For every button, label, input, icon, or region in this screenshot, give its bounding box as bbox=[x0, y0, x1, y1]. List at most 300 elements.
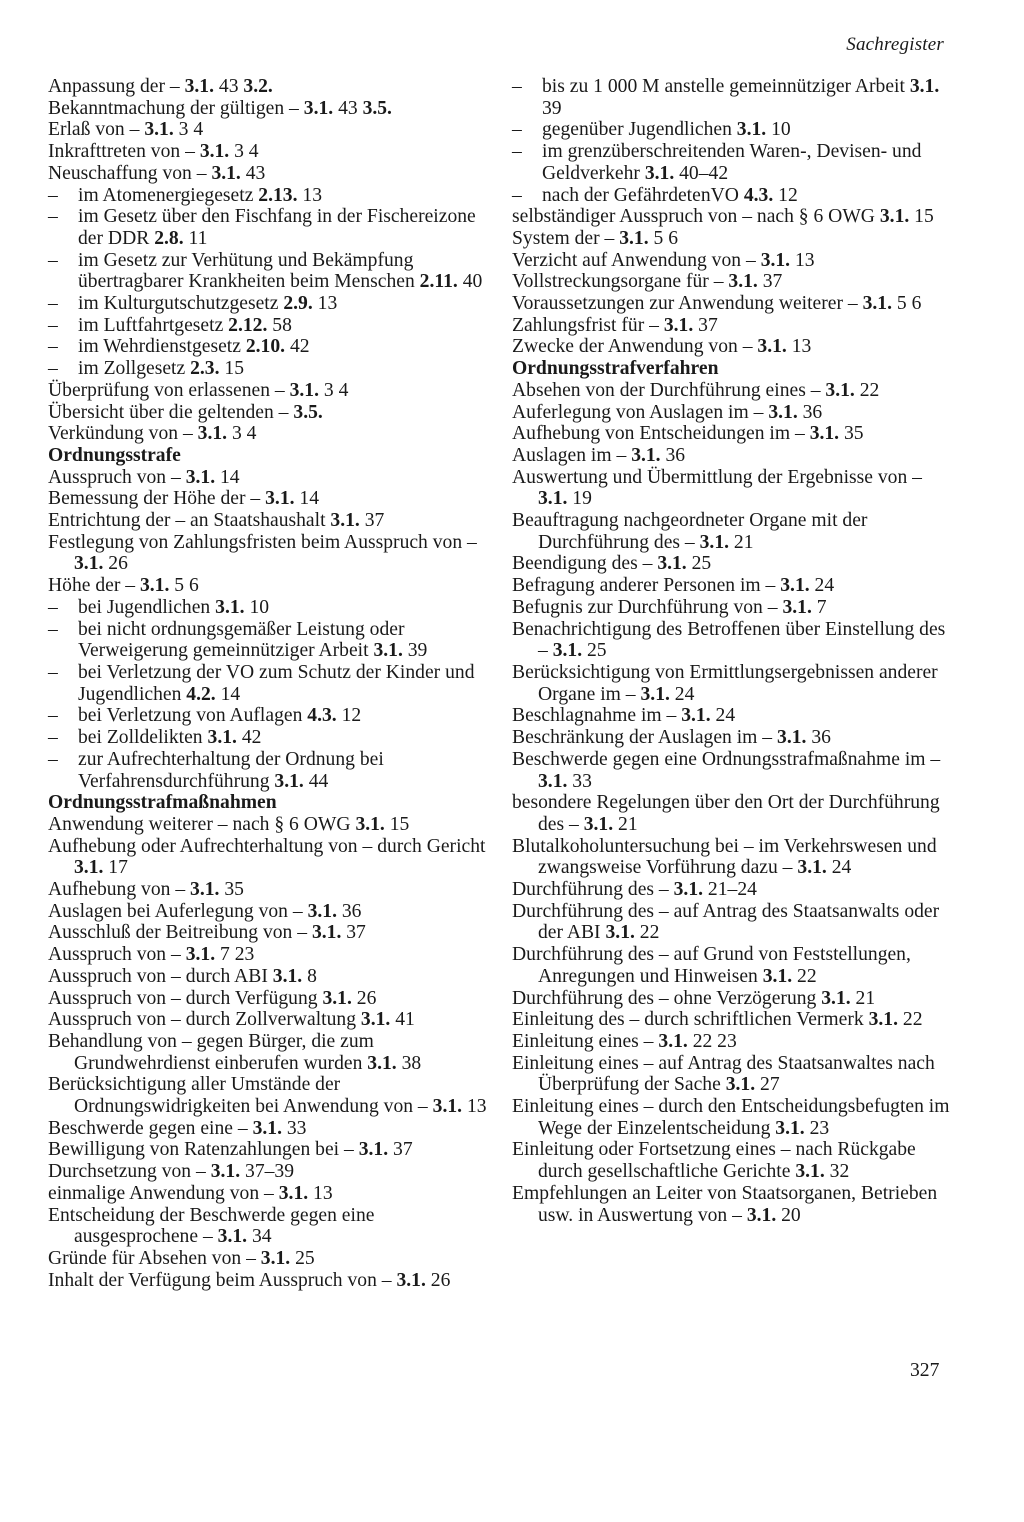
entry-section-ref: 3.1. bbox=[199, 141, 230, 163]
entry-page-refs: 3 4 bbox=[323, 379, 349, 401]
index-entry bbox=[512, 1096, 952, 1139]
entry-text: Durchführung des – auf Antrag des Staatsanwalts oder der ABI bbox=[512, 900, 940, 944]
index-entry bbox=[48, 814, 492, 836]
entry-page-refs: 40 bbox=[462, 271, 483, 293]
index-entry bbox=[48, 944, 492, 966]
entry-page-refs: 13 bbox=[794, 249, 815, 271]
entry-page-refs: 15 bbox=[914, 206, 934, 228]
index-subentry bbox=[48, 705, 492, 727]
entry-page-refs: 38 bbox=[401, 1052, 422, 1074]
index-entry bbox=[48, 1205, 492, 1248]
entry-section-ref: 3.1. bbox=[868, 1009, 898, 1031]
entry-section-ref: 3.1. bbox=[210, 1161, 241, 1183]
entry-page-refs: 26 bbox=[108, 553, 128, 575]
entry-text: bis zu 1 000 M anstelle gemeinnütziger Arbeit bbox=[542, 76, 905, 97]
entry-page-refs: 44 bbox=[308, 770, 329, 792]
entry-text: gegenüber Jugendlichen bbox=[542, 119, 732, 141]
index-entry bbox=[512, 879, 952, 901]
index-entry bbox=[512, 944, 952, 987]
entry-page-refs: 13 bbox=[466, 1096, 487, 1118]
index-entry bbox=[512, 228, 952, 250]
entry-page-refs: 42 bbox=[289, 336, 310, 358]
entry-page-refs: 36 bbox=[665, 444, 686, 466]
entry-text: Ordnungsstrafe bbox=[48, 444, 181, 466]
entry-section-ref: 3.1. bbox=[780, 575, 810, 597]
index-column-right bbox=[512, 76, 952, 1226]
entry-page-refs: 26 bbox=[430, 1269, 451, 1291]
entry-section-ref: 3.1. bbox=[552, 640, 583, 662]
entry-page-refs: 21 bbox=[618, 813, 638, 835]
index-subentry bbox=[512, 119, 952, 141]
entry-text: Bemessung der Höhe der – bbox=[48, 488, 261, 510]
entry-text: Vollstreckungsorgane für – bbox=[512, 271, 724, 293]
entry-section-ref: 3.1. bbox=[797, 857, 827, 879]
entry-text: Gründe für Absehen von – bbox=[48, 1247, 256, 1269]
entry-section-ref: 3.1. bbox=[725, 1074, 756, 1096]
entry-page-refs: 20 bbox=[781, 1204, 801, 1226]
index-entry bbox=[48, 1009, 492, 1031]
index-entry bbox=[512, 705, 952, 727]
entry-page-refs: 21 bbox=[855, 987, 876, 1009]
entry-text: Aufhebung von – bbox=[48, 879, 186, 901]
index-entry bbox=[48, 922, 492, 944]
entry-section-ref: 2.3. bbox=[190, 358, 220, 380]
entry-text: Einleitung eines – bbox=[512, 1030, 654, 1052]
entry-text: Durchführung des – bbox=[512, 879, 669, 901]
entry-section-ref: 3.1. bbox=[303, 97, 334, 119]
entry-section-ref: 3.1. bbox=[190, 879, 220, 901]
entry-section-ref: 3.1. bbox=[289, 379, 319, 401]
index-entry bbox=[48, 467, 492, 489]
entry-section-ref: 3.1. bbox=[396, 1269, 426, 1291]
entry-page-refs: 33 bbox=[572, 770, 592, 792]
entry-page-refs: 35 bbox=[843, 423, 864, 445]
index-entry bbox=[512, 1139, 952, 1182]
entry-section-ref: 3.1. bbox=[862, 293, 892, 315]
index-entry bbox=[48, 488, 492, 510]
entry-section-ref: 2.9. bbox=[283, 293, 313, 315]
entry-section-ref: 3.1. bbox=[307, 900, 337, 922]
index-entry bbox=[48, 901, 492, 923]
entry-page-refs: 35 bbox=[224, 879, 244, 901]
entry-text: Überprüfung von erlassenen – bbox=[48, 379, 285, 401]
entry-page-refs: 5 6 bbox=[896, 293, 922, 315]
index-entry bbox=[48, 76, 492, 98]
index-entry bbox=[48, 1183, 492, 1205]
entry-text: Beschränkung der Auslagen im – bbox=[512, 727, 773, 749]
entry-text: Durchführung des – auf Grund von Feststellungen, Anregungen und Hinweisen bbox=[512, 944, 911, 987]
entry-text: Auferlegung von Auslagen im – bbox=[512, 401, 764, 423]
entry-text: Ausspruch von – durch Verfügung bbox=[48, 987, 318, 1009]
entry-section-ref: 3.1. bbox=[640, 683, 670, 705]
entry-text: im Zollgesetz bbox=[78, 358, 186, 380]
entry-page-refs: 14 bbox=[299, 488, 320, 510]
entry-page-refs: 27 bbox=[760, 1074, 780, 1096]
index-entry bbox=[512, 1183, 952, 1226]
index-subentry bbox=[512, 141, 952, 184]
entry-section-ref: 3.1. bbox=[757, 336, 787, 358]
entry-page-refs: 21 bbox=[733, 531, 754, 553]
entry-text: Höhe der – bbox=[48, 575, 136, 597]
entry-text: zur Aufrechterhaltung der Ordnung bei Verfahrensdurchführung bbox=[78, 748, 384, 792]
entry-page-refs: 40–42 bbox=[679, 162, 729, 184]
entry-section-ref: 2.12. bbox=[228, 314, 268, 336]
index-entry bbox=[512, 749, 952, 792]
index-entry bbox=[512, 1053, 952, 1096]
entry-text: Verzicht auf Anwendung von – bbox=[512, 249, 756, 271]
index-entry bbox=[512, 423, 952, 445]
entry-section-ref: 2.13. bbox=[258, 184, 298, 206]
entry-section-ref: 3.1. bbox=[265, 488, 295, 510]
entry-section-ref: 3.1. bbox=[330, 510, 360, 532]
entry-page-refs: 37 bbox=[393, 1139, 413, 1161]
entry-text: Verkündung von – bbox=[48, 423, 193, 445]
entry-page-refs: 33 bbox=[286, 1117, 307, 1139]
entry-page-refs: 24 bbox=[715, 705, 736, 727]
entry-page-refs: 13 bbox=[317, 293, 338, 315]
index-subentry bbox=[48, 336, 492, 358]
entry-section-ref: 3.1. bbox=[360, 1009, 391, 1031]
entry-section-ref: 3.1. bbox=[184, 76, 214, 97]
entry-text: Aufhebung von Entscheidungen im – bbox=[512, 423, 805, 445]
entry-page-refs: 7 bbox=[816, 596, 827, 618]
index-entry bbox=[48, 966, 492, 988]
entry-text: Durchsetzung von – bbox=[48, 1161, 206, 1183]
index-subentry bbox=[48, 315, 492, 337]
entry-page-refs: 11 bbox=[188, 227, 208, 249]
index-entry bbox=[48, 1118, 492, 1140]
entry-text: im Gesetz über den Fischfang in der Fischereizone der DDR bbox=[78, 206, 476, 249]
entry-section-ref: 2.8. bbox=[154, 227, 184, 249]
entry-section-ref: 2.10. bbox=[245, 336, 286, 358]
entry-page-refs: 36 bbox=[811, 727, 831, 749]
index-entry bbox=[512, 206, 952, 228]
entry-section-ref: 3.1. bbox=[681, 705, 711, 727]
entry-section-ref: 3.1. bbox=[768, 401, 798, 423]
index-subentry bbox=[48, 293, 492, 315]
entry-text: Ausspruch von – durch ABI bbox=[48, 965, 268, 987]
index-subentry bbox=[48, 250, 492, 293]
entry-section-ref: 3.1. bbox=[699, 531, 730, 553]
entry-text: Anpassung der – bbox=[48, 76, 180, 97]
entry-section-ref: 3.1. bbox=[538, 488, 568, 510]
entry-text: bei Verletzung der VO zum Schutz der Kinder und Jugendlichen bbox=[78, 661, 475, 705]
entry-text: Blutalkoholuntersuchung bei – im Verkehrswesen und zwangsweise Vorführung dazu – bbox=[512, 835, 937, 879]
entry-section-ref: 3.1. bbox=[821, 987, 851, 1009]
entry-page-refs: 32 bbox=[829, 1161, 850, 1183]
entry-page-refs: 17 bbox=[108, 857, 128, 879]
entry-page-refs: 22 bbox=[859, 379, 880, 401]
entry-page-refs: 36 bbox=[802, 401, 823, 423]
entry-text: im Atomenergiegesetz bbox=[78, 184, 254, 206]
entry-section-ref: 3.1. bbox=[211, 162, 241, 184]
entry-text: Bewilligung von Ratenzahlungen bei – bbox=[48, 1139, 354, 1161]
index-subentry bbox=[48, 206, 492, 249]
entry-section-ref: 3.1. bbox=[139, 575, 170, 597]
entry-section-ref: 3.1. bbox=[795, 1161, 825, 1183]
entry-text: Erlaß von – bbox=[48, 119, 140, 141]
index-entry bbox=[512, 836, 952, 879]
entry-page-refs: 22 bbox=[902, 1009, 923, 1031]
index-entry bbox=[48, 1248, 492, 1270]
entry-section-ref: 3.1. bbox=[644, 162, 675, 184]
entry-section-ref: 3.1. bbox=[809, 423, 840, 445]
entry-section-ref: 3.1. bbox=[736, 119, 767, 141]
index-heading bbox=[512, 358, 952, 380]
entry-section-ref: 3.1. bbox=[825, 379, 855, 401]
entry-text: System der – bbox=[512, 227, 615, 249]
index-entry bbox=[512, 619, 952, 662]
entry-text: Ausspruch von – bbox=[48, 466, 181, 488]
entry-section-ref: 3.1. bbox=[74, 553, 104, 575]
entry-page-refs: 39 bbox=[407, 640, 428, 662]
entry-page-refs: 24 bbox=[674, 683, 695, 705]
entry-text: Anwendung weiterer – nach § 6 OWG bbox=[48, 813, 351, 835]
entry-section-ref: 3.1. bbox=[272, 965, 303, 987]
entry-text: bei Zolldelikten bbox=[78, 727, 203, 749]
entry-text: Neuschaffung von – bbox=[48, 162, 207, 184]
index-entry bbox=[512, 792, 952, 835]
entry-page-refs: 24 bbox=[831, 857, 852, 879]
entry-text: Zwecke der Anwendung von – bbox=[512, 336, 753, 358]
index-entry bbox=[512, 380, 952, 402]
entry-text: Beschlagnahme im – bbox=[512, 705, 677, 727]
index-subentry bbox=[48, 619, 492, 662]
entry-text: Auswertung und Übermittlung der Ergebnisse von – bbox=[512, 466, 922, 488]
entry-page-refs: 21–24 bbox=[707, 879, 757, 901]
entry-section-ref: 3.1. bbox=[355, 813, 385, 835]
entry-section-ref: 3.1. bbox=[217, 1226, 248, 1248]
entry-text: Aufhebung oder Aufrechterhaltung von – durch Gericht bbox=[48, 835, 486, 857]
entry-text: Ordnungsstrafverfahren bbox=[512, 358, 719, 380]
entry-text: Beendigung des – bbox=[512, 553, 653, 575]
entry-section-ref: 3.5. bbox=[362, 97, 392, 119]
index-entry bbox=[48, 141, 492, 163]
entry-section-ref: 3.1. bbox=[144, 119, 174, 141]
entry-text: Ausschluß der Beitreibung von – bbox=[48, 922, 308, 944]
index-entry bbox=[512, 988, 952, 1010]
index-subentry bbox=[48, 662, 492, 705]
entry-text: Festlegung von Zahlungsfristen beim Ausspruch von – bbox=[48, 531, 477, 553]
entry-section-ref: 3.2. bbox=[243, 76, 273, 97]
entry-page-refs: 58 bbox=[272, 314, 292, 336]
index-entry bbox=[48, 879, 492, 901]
entry-page-refs: 37 bbox=[346, 922, 366, 944]
entry-text: Einleitung eines – auf Antrag des Staatsanwaltes nach Überprüfung der Sache bbox=[512, 1052, 935, 1096]
entry-text: Berücksichtigung von Ermittlungsergebnissen anderer Organe im – bbox=[512, 661, 938, 705]
entry-page-refs: 37 bbox=[762, 271, 783, 293]
index-entry bbox=[48, 1074, 492, 1117]
entry-text: einmalige Anwendung von – bbox=[48, 1182, 274, 1204]
index-entry bbox=[512, 662, 952, 705]
entry-section-ref: 2.11. bbox=[419, 271, 458, 293]
index-subentry bbox=[48, 597, 492, 619]
entry-text: Ausspruch von – durch Zollverwaltung bbox=[48, 1009, 356, 1031]
entry-section-ref: 3.1. bbox=[775, 1117, 805, 1139]
entry-text: Berücksichtigung aller Umstände der Ordnungswidrigkeiten bei Anwendung von – bbox=[48, 1074, 428, 1118]
index-entry bbox=[48, 836, 492, 879]
entry-section-ref: 3.1. bbox=[658, 1030, 688, 1052]
entry-page-refs: 43 bbox=[338, 97, 358, 119]
entry-page-refs: 13 bbox=[302, 184, 322, 206]
index-subentry bbox=[512, 185, 952, 207]
index-entry bbox=[512, 727, 952, 749]
entry-page-refs: 3 4 bbox=[178, 119, 204, 141]
entry-text: Einleitung oder Fortsetzung eines – nach Rückgabe durch gesellschaftliche Gerichte bbox=[512, 1139, 916, 1183]
index-entry bbox=[48, 575, 492, 597]
index-entry bbox=[512, 250, 952, 272]
index-entry bbox=[512, 271, 952, 293]
entry-page-refs: 14 bbox=[220, 466, 240, 488]
index-entry bbox=[512, 553, 952, 575]
entry-text: Befugnis zur Durchführung von – bbox=[512, 596, 778, 618]
index-entry bbox=[512, 1009, 952, 1031]
entry-section-ref: 3.1. bbox=[278, 1182, 309, 1204]
index-entry bbox=[48, 402, 492, 424]
entry-page-refs: 34 bbox=[251, 1226, 272, 1248]
entry-text: Beauftragung nachgeordneter Organe mit der Durchführung des – bbox=[512, 510, 868, 553]
entry-text: im Kulturgutschutzgesetz bbox=[78, 293, 279, 315]
entry-text: Ausspruch von – bbox=[48, 944, 181, 966]
entry-section-ref: 3.1. bbox=[74, 857, 104, 879]
index-entry bbox=[48, 380, 492, 402]
entry-text: Entscheidung der Beschwerde gegen eine ausgesprochene – bbox=[48, 1204, 375, 1248]
entry-page-refs: 15 bbox=[224, 358, 244, 380]
index-entry bbox=[512, 402, 952, 424]
index-entry bbox=[48, 1031, 492, 1074]
entry-page-refs: 42 bbox=[241, 727, 262, 749]
entry-section-ref: 3.1. bbox=[197, 423, 228, 445]
entry-text: im Wehrdienstgesetz bbox=[78, 336, 241, 358]
entry-section-ref: 3.1. bbox=[583, 813, 614, 835]
entry-page-refs: 23 bbox=[809, 1117, 830, 1139]
index-entry bbox=[512, 315, 952, 337]
entry-page-refs: 3 4 bbox=[234, 141, 259, 163]
entry-text: Voraussetzungen zur Anwendung weiterer – bbox=[512, 293, 858, 315]
entry-page-refs: 19 bbox=[572, 488, 592, 510]
index-subentry bbox=[48, 185, 492, 207]
entry-section-ref: 3.1. bbox=[746, 1204, 777, 1226]
entry-text: Übersicht über die geltenden – bbox=[48, 401, 289, 423]
entry-page-refs: 12 bbox=[778, 184, 798, 206]
entry-section-ref: 3.1. bbox=[373, 640, 403, 662]
entry-text: Auslagen bei Auferlegung von – bbox=[48, 900, 303, 922]
entry-text: Ordnungsstrafmaßnahmen bbox=[48, 792, 277, 814]
entry-text: Zahlungsfrist für – bbox=[512, 314, 659, 336]
entry-section-ref: 3.1. bbox=[782, 596, 812, 618]
entry-page-refs: 10 bbox=[249, 596, 270, 618]
index-entry bbox=[512, 336, 952, 358]
entry-text: im grenzüberschreitenden Waren-, Devisen- und Geldverkehr bbox=[542, 141, 922, 184]
entry-section-ref: 3.1. bbox=[631, 444, 661, 466]
entry-section-ref: 3.1. bbox=[207, 727, 237, 749]
entry-section-ref: 3.1. bbox=[432, 1096, 463, 1118]
index-entry bbox=[512, 445, 952, 467]
entry-text: Absehen von der Durchführung eines – bbox=[512, 379, 821, 401]
entry-page-refs: 14 bbox=[220, 683, 241, 705]
index-entry bbox=[48, 1161, 492, 1183]
entry-section-ref: 3.1. bbox=[252, 1117, 282, 1139]
entry-page-refs: 12 bbox=[341, 705, 362, 727]
index-entry bbox=[48, 1270, 492, 1292]
entry-page-refs: 8 bbox=[307, 965, 317, 987]
entry-text: selbständiger Ausspruch von – nach § 6 OWG bbox=[512, 206, 875, 228]
index-entry bbox=[48, 1139, 492, 1161]
entry-section-ref: 3.1. bbox=[605, 922, 635, 944]
entry-text: Behandlung von – gegen Bürger, die zum Grundwehrdienst einberufen wurden bbox=[48, 1030, 374, 1074]
index-entry bbox=[48, 988, 492, 1010]
entry-page-refs: 25 bbox=[587, 640, 607, 662]
entry-text: im Luftfahrtgesetz bbox=[78, 314, 224, 336]
index-subentry bbox=[48, 358, 492, 380]
entry-page-refs: 13 bbox=[313, 1182, 333, 1204]
entry-page-refs: 43 bbox=[218, 76, 239, 97]
entry-text: bei Verletzung von Auflagen bbox=[78, 705, 303, 727]
entry-section-ref: 3.1. bbox=[728, 271, 758, 293]
entry-section-ref: 3.1. bbox=[185, 944, 216, 966]
index-column-left bbox=[48, 76, 492, 1291]
index-entry bbox=[48, 423, 492, 445]
entry-section-ref: 4.2. bbox=[186, 683, 216, 705]
entry-text: Inkrafttreten von – bbox=[48, 141, 195, 163]
entry-section-ref: 3.1. bbox=[322, 987, 352, 1009]
entry-text: Auslagen im – bbox=[512, 444, 627, 466]
entry-text: Bekanntmachung der gültigen – bbox=[48, 97, 299, 119]
entry-section-ref: 3.1. bbox=[777, 727, 807, 749]
entry-section-ref: 3.1. bbox=[663, 314, 694, 336]
entry-page-refs: 3 4 bbox=[231, 423, 257, 445]
running-head: Sachregister bbox=[846, 34, 944, 55]
entry-text: Einleitung des – durch schriftlichen Vermerk bbox=[512, 1009, 864, 1031]
index-entry bbox=[512, 575, 952, 597]
index-entry bbox=[512, 901, 952, 944]
entry-page-refs: 13 bbox=[791, 336, 812, 358]
index-subentry bbox=[48, 727, 492, 749]
entry-text: im Gesetz zur Verhütung und Bekämpfung übertragbarer Krankheiten beim Menschen bbox=[78, 249, 415, 293]
index-heading bbox=[48, 445, 492, 467]
entry-text: Inhalt der Verfügung beim Ausspruch von – bbox=[48, 1269, 392, 1291]
entry-page-refs: 25 bbox=[295, 1247, 315, 1269]
entry-section-ref: 4.3. bbox=[307, 705, 337, 727]
entry-page-refs: 5 6 bbox=[653, 227, 679, 249]
entry-page-refs: 5 6 bbox=[174, 575, 199, 597]
entry-page-refs: 41 bbox=[395, 1009, 415, 1031]
entry-text: Einleitung eines – durch den Entscheidungsbefugten im Wege der Einzelentscheidung bbox=[512, 1096, 950, 1139]
index-entry bbox=[512, 293, 952, 315]
entry-page-refs: 15 bbox=[389, 813, 410, 835]
entry-section-ref: 3.1. bbox=[909, 76, 940, 97]
index-entry bbox=[512, 1031, 952, 1053]
entry-text: besondere Regelungen über den Ort der Durchführung des – bbox=[512, 792, 940, 835]
entry-page-refs: 25 bbox=[691, 553, 712, 575]
entry-page-refs: 22 bbox=[797, 965, 817, 987]
entry-page-refs: 24 bbox=[814, 575, 835, 597]
entry-section-ref: 3.1. bbox=[185, 466, 216, 488]
entry-section-ref: 3.1. bbox=[762, 965, 793, 987]
entry-page-refs: 37 bbox=[364, 510, 385, 532]
entry-section-ref: 3.1. bbox=[879, 206, 910, 228]
entry-section-ref: 3.1. bbox=[538, 770, 568, 792]
entry-page-refs: 22 23 bbox=[692, 1030, 737, 1052]
index-entry bbox=[48, 532, 492, 575]
entry-section-ref: 3.1. bbox=[367, 1052, 397, 1074]
entry-page-refs: 36 bbox=[341, 900, 362, 922]
entry-page-refs: 10 bbox=[771, 119, 791, 141]
entry-section-ref: 3.1. bbox=[619, 227, 649, 249]
index-subentry bbox=[48, 749, 492, 792]
index-heading bbox=[48, 792, 492, 814]
entry-section-ref: 3.1. bbox=[358, 1139, 389, 1161]
